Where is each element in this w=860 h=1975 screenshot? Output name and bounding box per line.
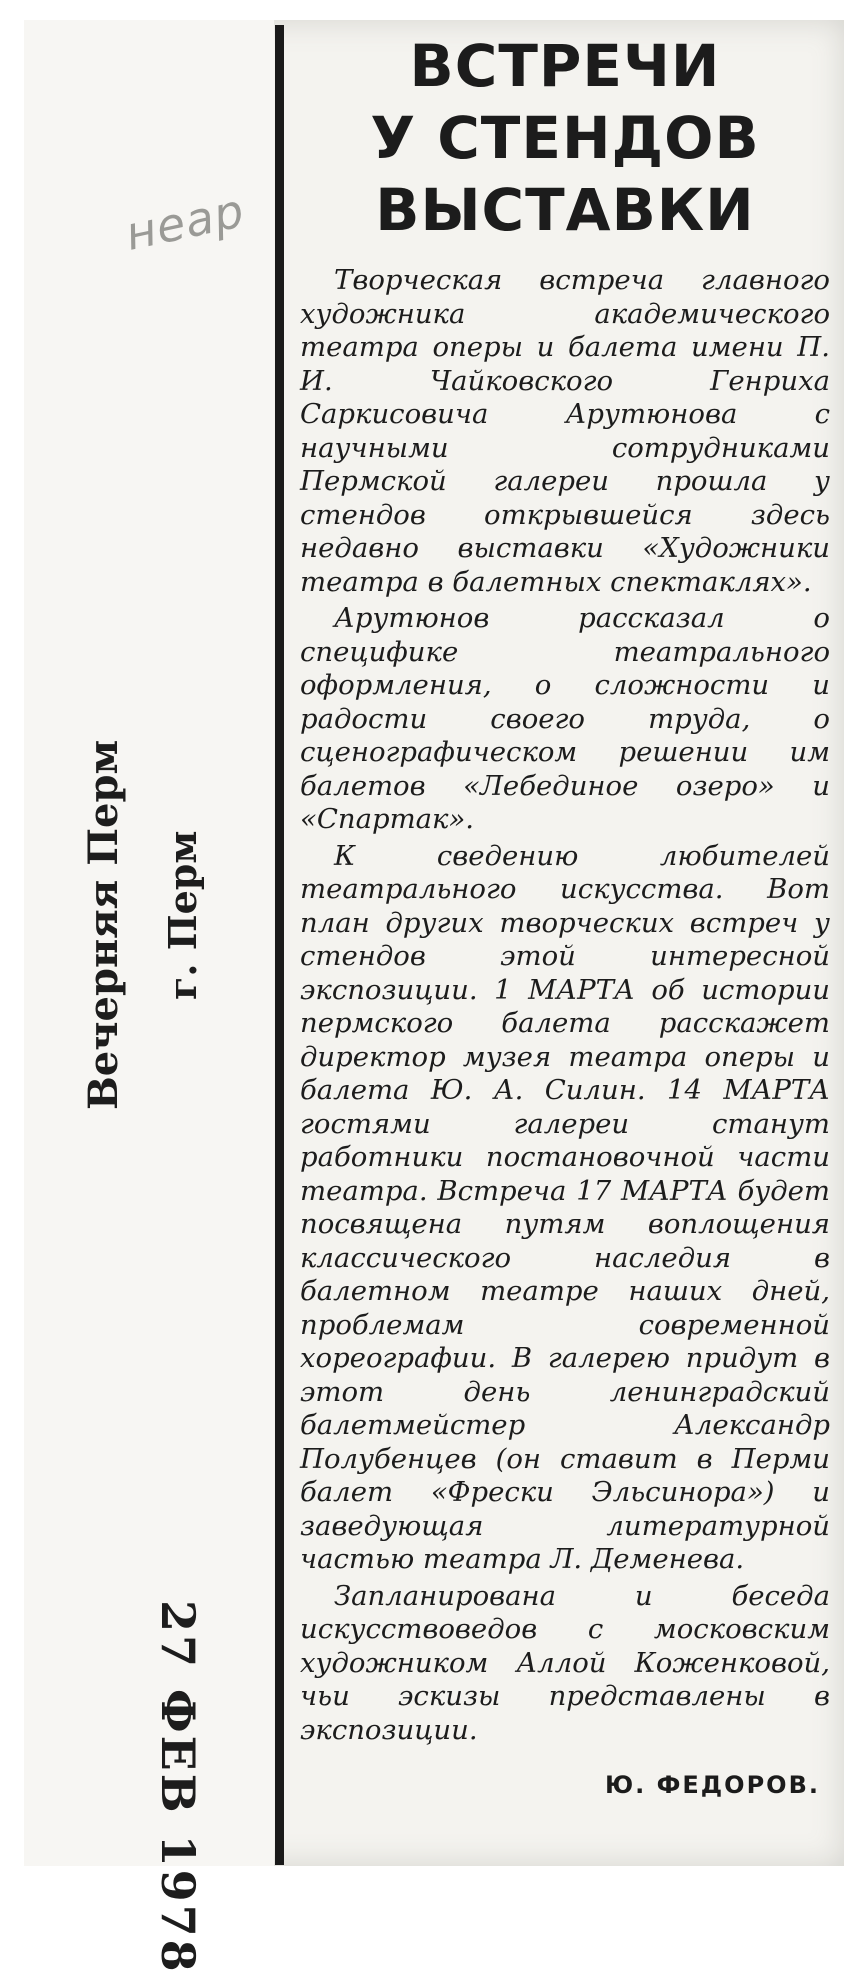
headline-line-2: У СТЕНДОВ [370,104,760,172]
city-stamp: г. Перм [160,830,205,1000]
clipping-margin [24,20,274,1866]
paragraph-4: Запланирована и беседа искусствоведов с московским художником Аллой Коженковой, чьи эскизы представлены в экспозиции. [300,1579,830,1746]
headline-line-3: ВЫСТАВКИ [375,176,755,244]
article [300,30,830,1799]
source-stamp: Вечерняя Перм [80,739,127,1110]
paragraph-2: Арутюнов рассказал о специфике театрального оформления, о сложности и радости своего труда, о сценографическом решении им балетов «Лебединое озеро» и «Спартак». [300,602,830,835]
column-divider [275,25,284,1865]
paragraph-1: Творческая встреча главного художника академического театра оперы и балета имени П. И. Чайковского Генриха Саркисовича Арутюнова с научными сотрудниками Пермской галереи прошла у стендов открывшейся здесь недавно выставки «Художники театра в балетных спектаклях». [300,264,830,598]
date-stamp: 27 ФЕВ 1978 [151,1600,205,1975]
headline [300,30,830,246]
headline-line-1: ВСТРЕЧИ [409,32,721,100]
paragraph-3: К сведению любителей театрального искусства. Вот план других творческих встреч у стендов этой интересной экспозиции. 1 МАРТА об истории пермского балета расскажет директор музея театра оперы и балета Ю. А. Силин. 14 МАРТА гостями галереи станут работники постановочной части театра. Встреча 17 МАРТА будет посвящена путям воплощения классического наследия в балетном театре наших дней, проблемам современной хореографии. В галерею придут в этот день ленинградский балетмейстер Александр Полубенцев (он ставит в Перми балет «Фрески Эльсинора») и заведующая литературной частью театра Л. Деменева. [300,839,830,1575]
byline: Ю. ФЕДОРОВ. [604,1771,820,1799]
handwritten-note: неар [120,183,250,261]
